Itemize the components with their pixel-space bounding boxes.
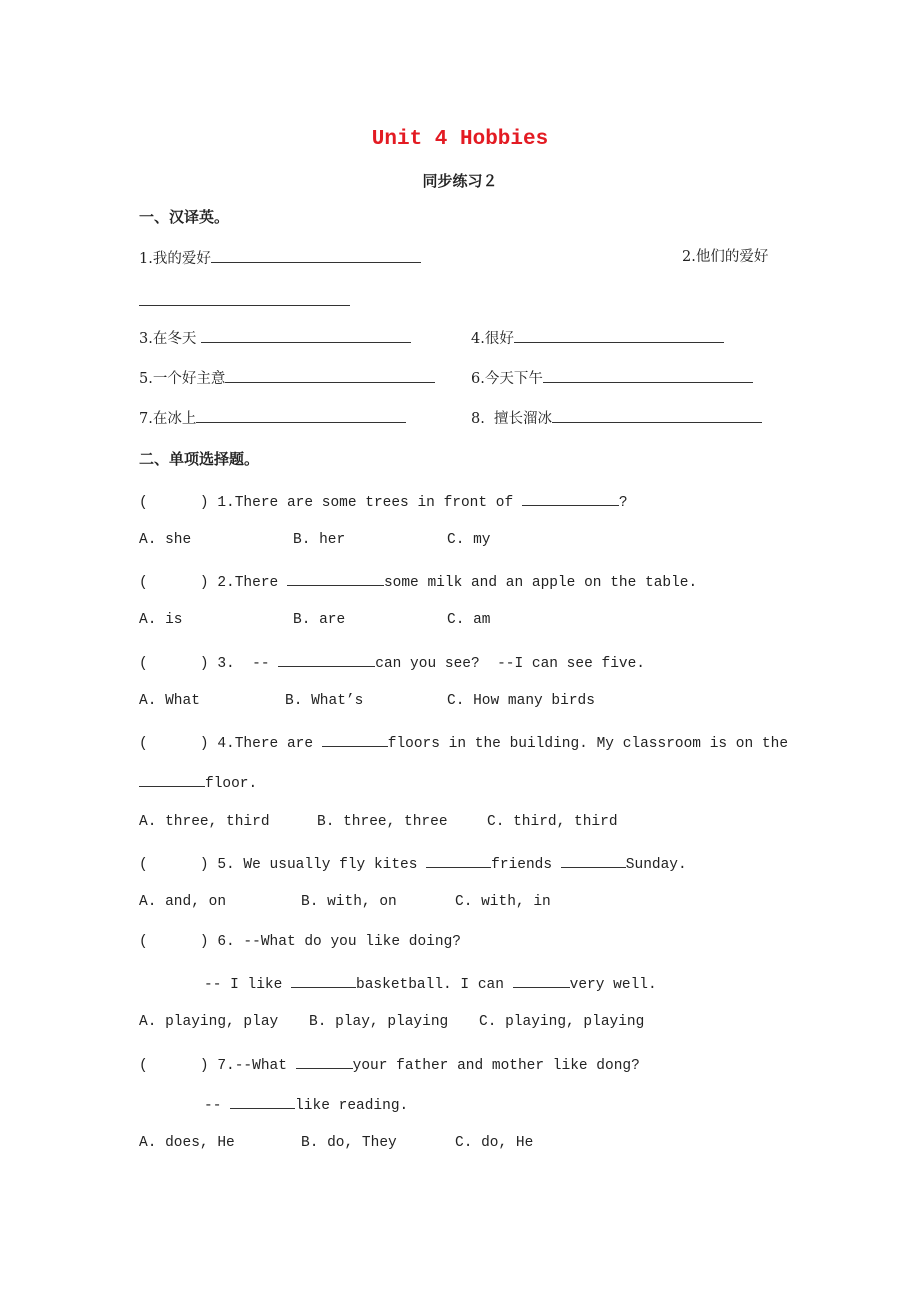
question-1-option-c[interactable]: C. my [447,532,491,548]
question-7-option-a[interactable]: A. does, He [139,1135,235,1151]
question-4-option-c[interactable]: C. third, third [487,814,618,830]
translation-item-3: 3.在冬天 [139,327,411,349]
answer-blank[interactable] [230,1093,295,1109]
translation-item-8: 8. 擅长溜冰 [471,407,762,429]
question-1: ( ) 1.There are some trees in front of ? [139,490,628,513]
question-6-option-a[interactable]: A. playing, play [139,1014,279,1030]
answer-blank[interactable] [211,247,421,263]
translation-item-2-blank [139,290,350,312]
section2-heading: 二、单项选择题。 [139,450,260,468]
question-5-option-b[interactable]: B. with, on [301,894,397,910]
question-7-option-b[interactable]: B. do, They [301,1135,397,1151]
answer-blank[interactable] [296,1053,353,1069]
answer-blank[interactable] [514,327,724,343]
question-3-option-a[interactable]: A. What [139,693,200,709]
translation-item-7: 7.在冰上 [139,407,406,429]
question-4-line2: floor. [139,771,257,794]
question-3-option-c[interactable]: C. How many birds [447,693,595,709]
translation-item-4: 4.很好 [471,327,724,349]
question-2-option-c[interactable]: C. am [447,612,491,628]
question-7-line2: -- like reading. [204,1093,408,1116]
answer-blank[interactable] [139,290,350,306]
answer-blank[interactable] [561,852,626,868]
answer-blank[interactable] [196,407,406,423]
answer-blank[interactable] [322,731,388,747]
answer-blank[interactable] [543,367,753,383]
question-5-option-a[interactable]: A. and, on [139,894,227,910]
question-6-option-b[interactable]: B. play, playing [309,1014,449,1030]
section1-heading: 一、汉译英。 [139,208,230,226]
question-3: ( ) 3. -- can you see? --I can see five. [139,651,645,674]
question-7: ( ) 7.--What your father and mother like dong? [139,1053,640,1076]
answer-blank[interactable] [278,651,375,667]
question-1-option-a[interactable]: A. she [139,532,192,548]
answer-blank[interactable] [426,852,491,868]
question-6: ( ) 6. --What do you like doing? [139,934,461,950]
answer-blank[interactable] [201,327,411,343]
question-5-option-c[interactable]: C. with, in [455,894,551,910]
question-2: ( ) 2.There some milk and an apple on the table. [139,570,697,593]
question-7-option-c[interactable]: C. do, He [455,1135,534,1151]
question-1-option-b[interactable]: B. her [293,532,346,548]
question-4: ( ) 4.There are floors in the building. My classroom is on the [139,731,788,754]
question-2-option-a[interactable]: A. is [139,612,183,628]
question-2-option-b[interactable]: B. are [293,612,346,628]
answer-blank[interactable] [139,771,205,787]
translation-item-2: 2.他们的爱好 [682,249,769,265]
question-5: ( ) 5. We usually fly kites friends Sunday. [139,852,687,875]
translation-item-1: 1.我的爱好 [139,247,421,269]
document-subtitle: 同步练习２ [422,172,498,190]
question-4-option-a[interactable]: A. three, third [139,814,270,830]
translation-item-6: 6.今天下午 [471,367,753,389]
question-4-option-b[interactable]: B. three, three [317,814,448,830]
translation-item-5: 5.一个好主意 [139,367,435,389]
question-6-option-c[interactable]: C. playing, playing [479,1014,645,1030]
answer-blank[interactable] [552,407,762,423]
answer-blank[interactable] [291,972,356,988]
answer-blank[interactable] [225,367,435,383]
question-3-option-b[interactable]: B. What’s [285,693,364,709]
answer-blank[interactable] [513,972,570,988]
document-title: Unit 4 Hobbies [371,128,549,151]
answer-blank[interactable] [287,570,384,586]
question-6-line2: -- I like basketball. I can very well. [204,972,657,995]
answer-blank[interactable] [522,490,619,506]
